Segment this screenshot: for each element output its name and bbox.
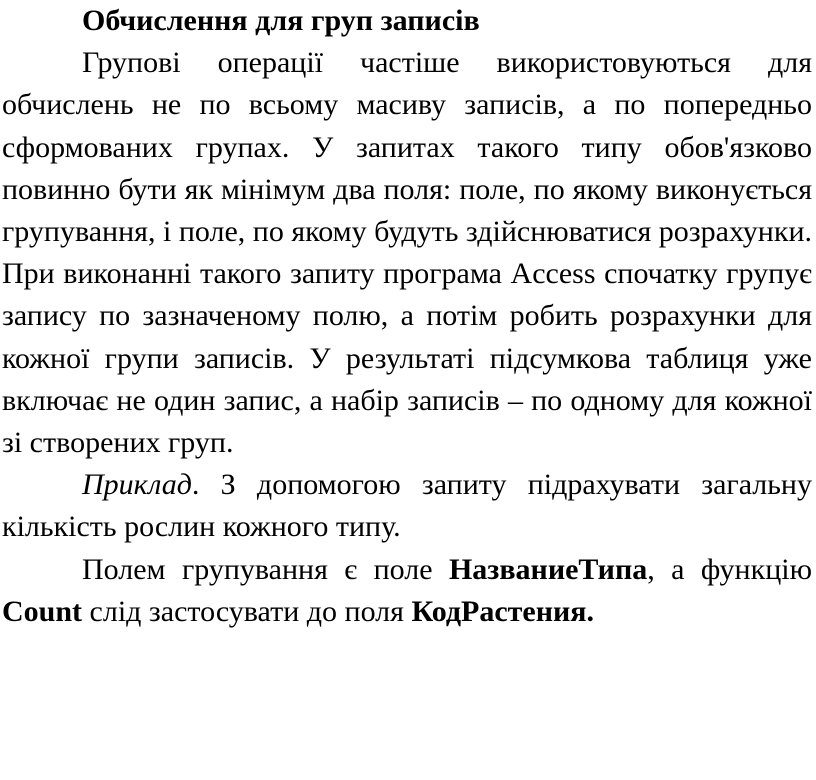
paragraph-group-operations: Групові операції частіше використовуються для обчислень не по всьому масиву записів, а по попередньо сформованих групах. У запитах такого типу обов'язково повинно бути як мінімум два поля: поле, по якому виконується групування, і поле, по якому будуть здійснюватися розрахунки. При виконанні такого запиту програма Access спочатку групує запису по зазначеному полю, а потім робить розрахунки для кожної групи записів. У результаті підсумкова таблиця уже включає не один запис, а набір записів – по одному для кожної зі створених груп. bbox=[2, 46, 812, 460]
example-label: Приклад bbox=[82, 468, 192, 502]
paragraph-example bbox=[2, 464, 812, 548]
grouping-text-1: Полем групування є поле bbox=[82, 552, 449, 586]
grouping-text-3: слід застосувати до поля bbox=[82, 594, 412, 628]
field-name-type: НазваниеТипа bbox=[448, 552, 648, 586]
grouping-text-2: , а функцію bbox=[647, 552, 812, 586]
section-title: Обчислення для груп записів bbox=[82, 4, 480, 37]
example-text: . З допомогою запиту підрахувати загальну кількість рослин кожного типу. bbox=[2, 468, 812, 544]
function-count: Count bbox=[2, 594, 83, 628]
paragraph-grouping-field bbox=[2, 549, 812, 633]
field-plant-code: КодРастения. bbox=[411, 594, 595, 628]
